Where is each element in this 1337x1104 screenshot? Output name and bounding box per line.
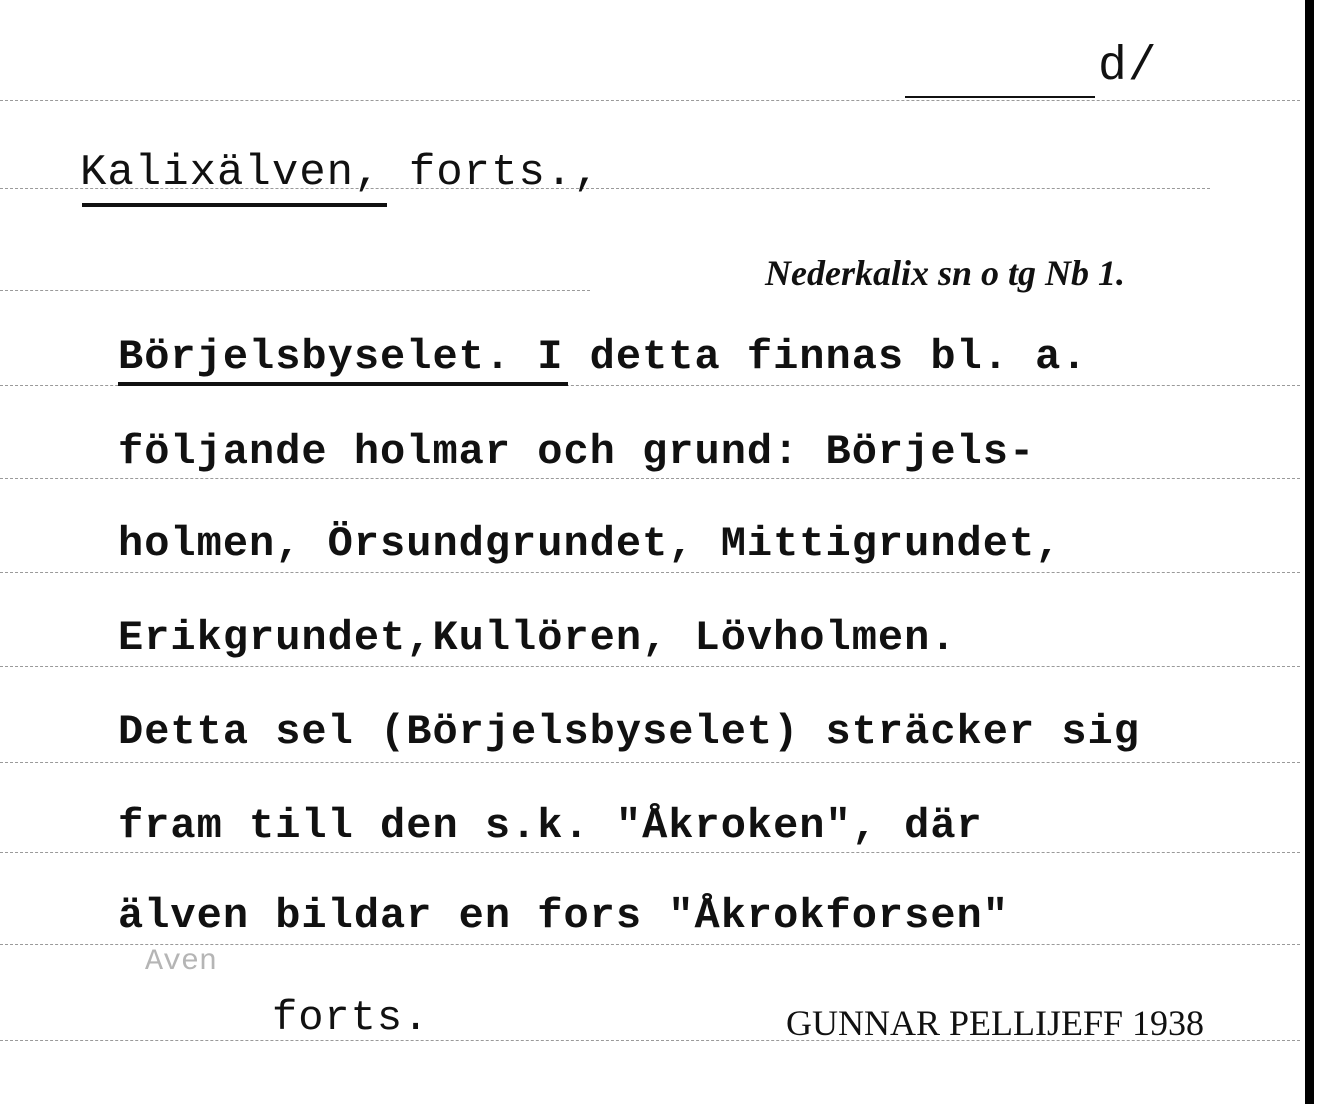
body-line-3: holmen, Örsundgrundet, Mittigrundet, [118,520,1062,568]
ruled-line [0,478,1300,479]
signature: GUNNAR PELLIJEFF 1938 [786,1003,1205,1043]
body-line-5: Detta sel (Börjelsbyselet) sträcker sig [118,708,1140,756]
body-line-2: följande holmar och grund: Börjels- [118,428,1036,476]
body-line-6: fram till den s.k. "Åkroken", där [118,802,983,850]
mark-rule [905,96,1095,98]
body-line-1: Börjelsbyselet. I detta finnas bl. a. [118,333,1088,381]
ruled-line [0,572,1300,573]
parish-reference: Nederkalix sn o tg Nb 1. [765,253,1125,293]
ruled-line [0,100,1300,101]
bleed-through-text: Aven [145,945,218,979]
ruled-line [0,666,1300,667]
card-heading: Kalixälven, forts., [80,148,601,198]
place-name-underline [118,382,568,386]
card-mark: d/ [1098,40,1158,94]
card-edge [1305,0,1314,1104]
ruled-line [0,290,590,291]
ruled-line [0,852,1300,853]
continued-note: forts. [272,994,430,1042]
heading-underline [82,203,387,207]
ruled-line [0,762,1300,763]
body-line-4: Erikgrundet,Kullören, Lövholmen. [118,614,957,662]
body-line-7: älven bildar en fors "Åkrokforsen" [118,892,1009,940]
